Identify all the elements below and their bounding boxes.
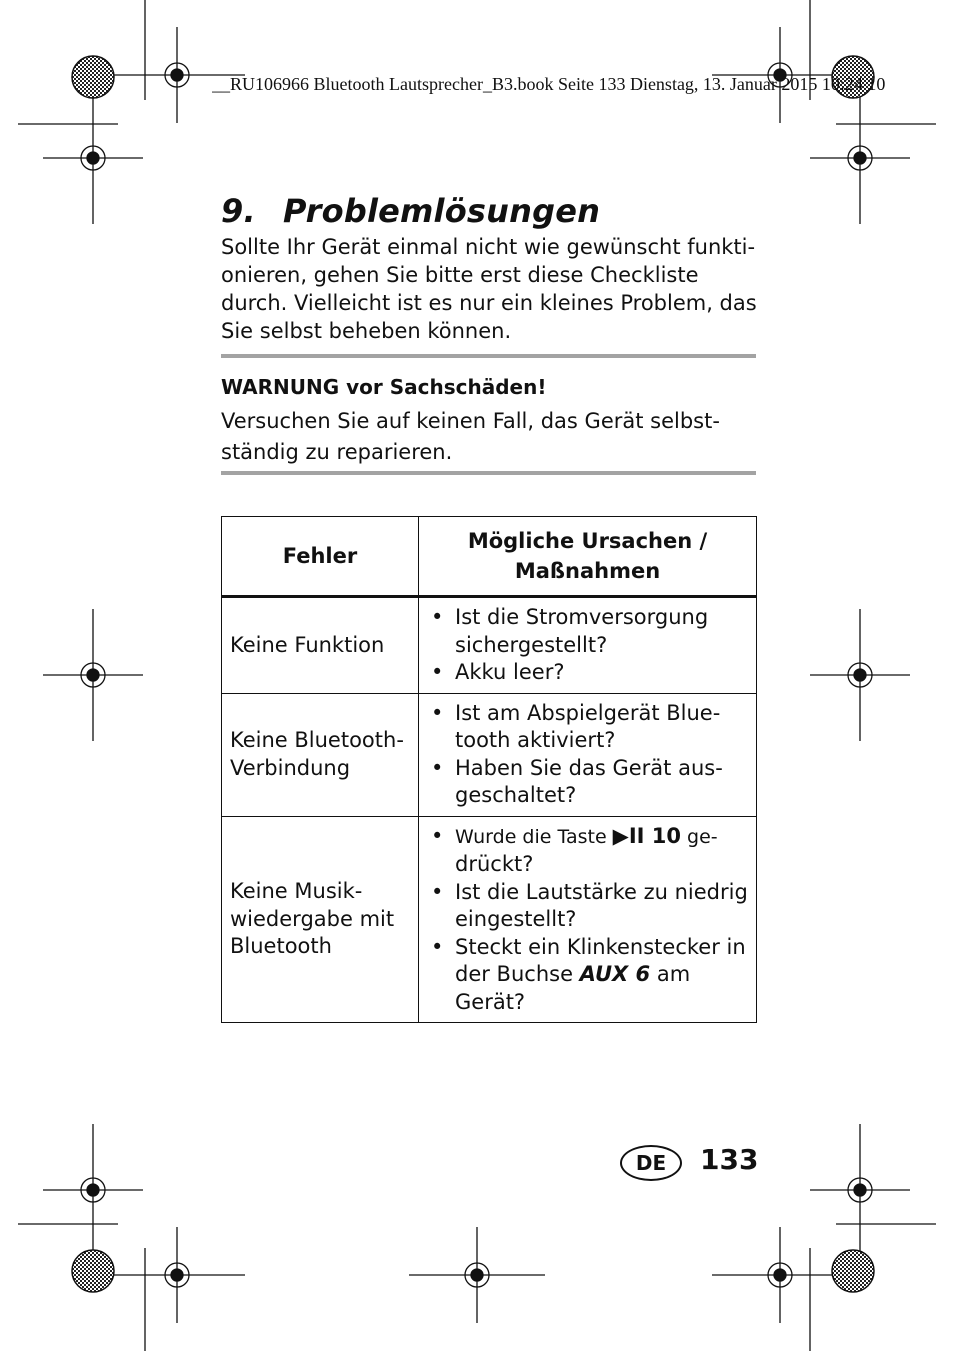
list-item — [425, 755, 752, 810]
intro-line: Sollte Ihr Gerät einmal nicht wie gewünscht funkti- — [221, 235, 756, 259]
crosshair-icon — [712, 1227, 848, 1323]
fault-line: Keine Funktion — [230, 632, 385, 657]
header-line: Maßnahmen — [514, 559, 661, 583]
cause-text: der Buchse — [455, 962, 580, 986]
divider — [221, 354, 756, 358]
intro-paragraph — [221, 233, 761, 345]
fault-cell — [222, 693, 419, 816]
list-item — [425, 879, 752, 934]
print-header: __RU106966 Bluetooth Lautsprecher_B3.book Seite 133 Dienstag, 13. Januar 2015 10:24 10 — [212, 74, 886, 94]
list-item — [425, 604, 752, 659]
cause-line: • Ist die Stromversorgung — [455, 605, 709, 629]
header-line: Mögliche Ursachen / — [467, 529, 708, 553]
divider — [221, 471, 756, 475]
cause-text: ge- — [680, 825, 718, 848]
warning-text — [221, 406, 720, 468]
cause-line: tooth aktiviert? — [455, 728, 616, 752]
cause-line: • Haben Sie das Gerät aus- — [455, 755, 723, 780]
table-header-row — [222, 517, 757, 597]
cause-line: • Steckt ein Klinkenstecker in — [455, 934, 746, 959]
section-number: 9. — [221, 192, 256, 230]
cause-line: Gerät? — [455, 989, 526, 1014]
crosshair-icon — [109, 1227, 245, 1323]
crosshair-icon — [409, 1227, 545, 1323]
warning-title: WARNUNG vor Sachschäden! — [221, 375, 547, 399]
column-header-fault: Fehler — [222, 517, 419, 597]
cause-list — [425, 700, 752, 810]
cause-text: Wurde die Taste — [455, 825, 613, 848]
table-row — [222, 597, 757, 694]
fault-line: Verbindung — [230, 755, 351, 780]
sunburst-mark-icon — [832, 1250, 874, 1292]
crosshair-icon — [43, 1124, 143, 1256]
table-row — [222, 816, 757, 1023]
fault-cell — [222, 816, 419, 1023]
cause-line — [455, 823, 752, 852]
intro-line: durch. Vielleicht ist es nur ein kleines Problem, das — [221, 291, 757, 315]
cause-line: • Akku leer? — [455, 660, 565, 684]
intro-line: onieren, gehen Sie bitte erst diese Checkliste — [221, 263, 699, 287]
column-header-causes — [419, 517, 757, 597]
page-number: 133 — [700, 1143, 759, 1176]
list-item — [425, 934, 752, 1017]
crosshair-icon — [43, 609, 143, 741]
sunburst-mark-icon — [72, 1250, 114, 1292]
crosshair-icon — [810, 1124, 910, 1256]
section-title: Problemlösungen — [283, 192, 601, 230]
page-title — [221, 192, 600, 230]
fault-line: wiedergabe mit — [230, 906, 395, 931]
cause-line: eingestellt? — [455, 907, 577, 931]
cause-line: drückt? — [455, 852, 534, 876]
cause-cell — [419, 597, 757, 694]
play-pause-key-label: ▶II 10 — [612, 823, 681, 848]
language-badge: DE — [620, 1145, 682, 1181]
cause-line: geschaltet? — [455, 783, 577, 807]
warning-line: Versuchen Sie auf keinen Fall, das Gerät selbst- — [221, 409, 720, 433]
fault-cell — [222, 597, 419, 694]
cause-list — [425, 823, 752, 1017]
list-item — [425, 700, 752, 755]
troubleshooting-table — [221, 516, 757, 1023]
fault-line: Keine Bluetooth- — [230, 728, 404, 752]
crosshair-icon — [43, 92, 143, 224]
crosshair-icon — [810, 609, 910, 741]
fault-line: Bluetooth — [230, 934, 332, 958]
cause-cell — [419, 693, 757, 816]
sunburst-mark-icon — [72, 56, 114, 98]
table-row — [222, 693, 757, 816]
list-item — [425, 823, 752, 879]
warning-line: ständig zu reparieren. — [221, 440, 453, 464]
cause-cell — [419, 816, 757, 1023]
cause-list — [425, 604, 752, 687]
intro-line: Sie selbst beheben können. — [221, 319, 512, 343]
cause-line: • Ist die Lautstärke zu niedrig — [455, 879, 748, 904]
cause-line: sichergestellt? — [455, 632, 608, 657]
list-item — [425, 659, 752, 687]
aux-jack-label: AUX 6 — [579, 962, 651, 986]
cause-line — [455, 961, 752, 989]
cause-text: am — [650, 962, 691, 986]
cause-line: • Ist am Abspielgerät Blue- — [455, 700, 721, 725]
fault-line: Keine Musik- — [230, 879, 363, 903]
crosshair-icon — [810, 92, 910, 224]
